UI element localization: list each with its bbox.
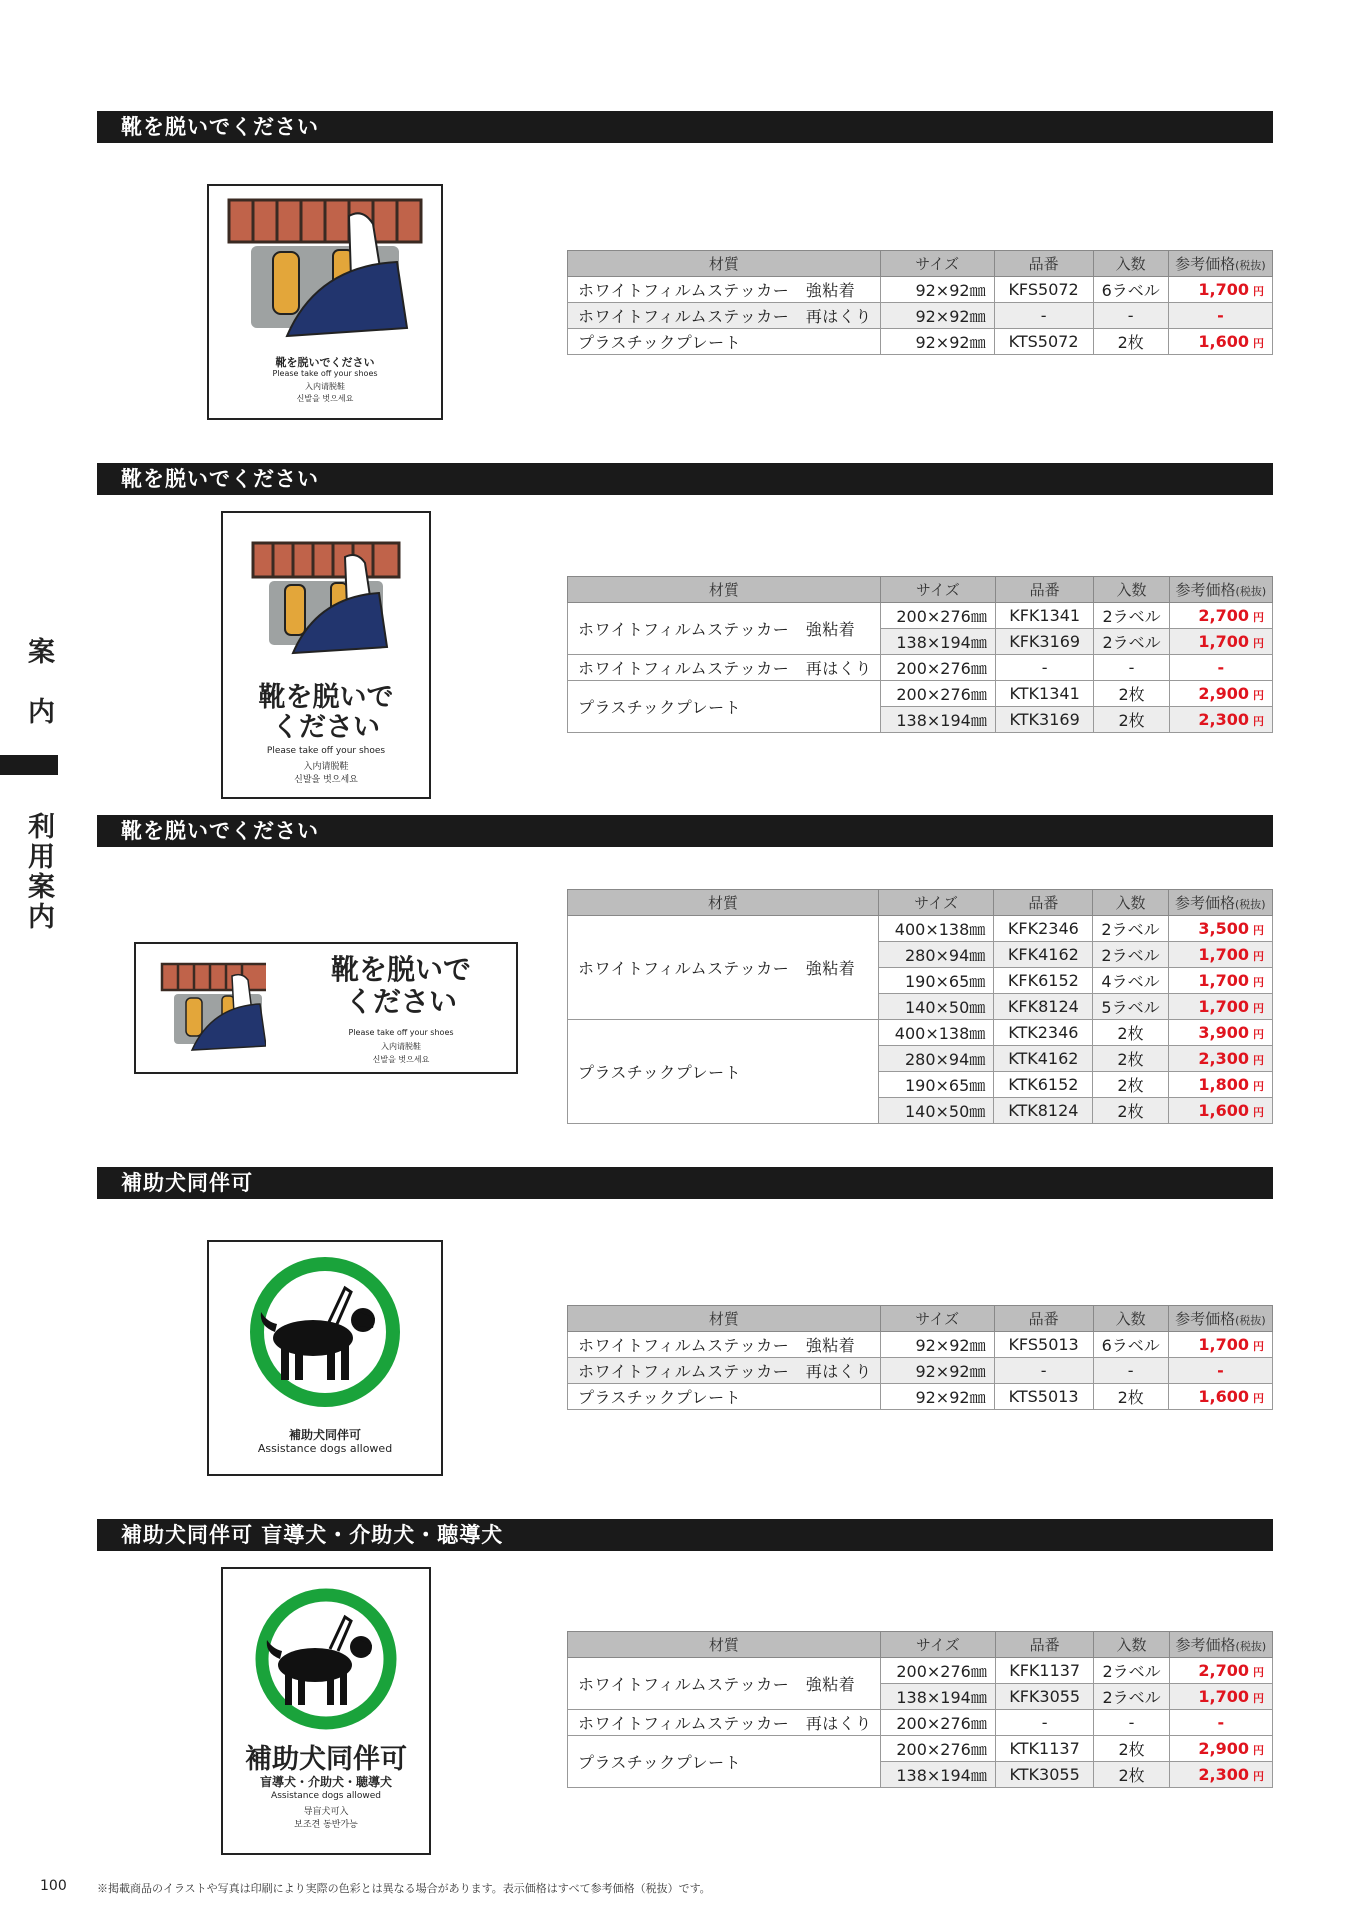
table-row: ホワイトフィルムステッカー 強粘着 400×138㎜ KFK2346 2ラベル 3,500 円 (568, 916, 1273, 942)
table-header-row (568, 251, 1273, 277)
sign-en: Please take off your shoes (266, 746, 386, 756)
table-row: 138×194㎜ KFK3055 2ラベル 1,700 円 (568, 1684, 1273, 1710)
table-row: 138×194㎜ KFK3169 2ラベル 1,700 円 (568, 629, 1273, 655)
section-title: 靴を脱いでください (97, 463, 1273, 495)
side-char: 案 (28, 872, 55, 903)
col-size: サイズ (880, 251, 994, 277)
sign-ko: 보조견 동반가능 (294, 1820, 358, 1830)
section-title: 補助犬同伴可 盲導犬・介助犬・聴導犬 (97, 1519, 1273, 1551)
table-row: ホワイトフィルムステッカー 強粘着 200×276㎜ KFK1137 2ラベル 2,700 円 (568, 1658, 1273, 1684)
side-char: 利 (28, 812, 55, 843)
sign-jp-line2: ください (344, 985, 457, 1018)
sign-en: Please take off your shoes (272, 369, 378, 378)
table-row: 190×65㎜ KTK6152 2枚 1,800 円 (568, 1072, 1273, 1098)
table-row: ホワイトフィルムステッカー 再はくり 200×276㎜ - - - (568, 1710, 1273, 1736)
side-char: 内 (28, 697, 55, 728)
side-char: 案 (28, 637, 55, 668)
sign-zh: 入内请脱鞋 (305, 382, 345, 391)
table-row: プラスチックプレート 200×276㎜ KTK1137 2枚 2,900 円 (568, 1736, 1273, 1762)
table-row: ホワイトフィルムステッカー 強粘着 200×276㎜ KFK1341 2ラベル 2,700 円 (568, 603, 1273, 629)
sign-shoes-landscape (134, 942, 518, 1074)
col-qty: 入数 (1093, 251, 1168, 277)
table-row: ホワイトフィルムステッカー 再はくり 92×92㎜ - - - (568, 1358, 1273, 1384)
sign-zh: 导盲犬可入 (303, 1807, 349, 1817)
table-header-row: 材質 サイズ 品番 入数 参考価格(税抜) (568, 890, 1273, 916)
table-row: ホワイトフィルムステッカー 強粘着 92×92㎜ KFS5072 6ラベル 1,700 円 (568, 277, 1273, 303)
table-row: 140×50㎜ KFK8124 5ラベル 1,700 円 (568, 994, 1273, 1020)
spec-table-2 (567, 576, 1273, 733)
table-row: ホワイトフィルムステッカー 再はくり 92×92㎜ - - - (568, 303, 1273, 329)
sign-jp: 補助犬同伴可 (245, 1744, 407, 1775)
spec-table-3 (567, 889, 1273, 1124)
spec-table-1 (567, 250, 1273, 355)
table-row: プラスチックプレート 92×92㎜ KTS5013 2枚 1,600 円 (568, 1384, 1273, 1410)
side-char: 内 (28, 902, 55, 933)
table-row: プラスチックプレート 400×138㎜ KTK2346 2枚 3,900 円 (568, 1020, 1273, 1046)
table-row: 280×94㎜ KTK4162 2枚 2,300 円 (568, 1046, 1273, 1072)
sign-ko: 신발을 벗으세요 (296, 394, 354, 403)
sign-dogs-square (207, 1240, 443, 1476)
sign-en: Assistance dogs allowed (257, 1442, 393, 1455)
sign-en: Assistance dogs allowed (271, 1791, 381, 1801)
col-material: 材質 (568, 251, 881, 277)
table-row: プラスチックプレート 200×276㎜ KTK1341 2枚 2,900 円 (568, 681, 1273, 707)
table-row: 280×94㎜ KFK4162 2ラベル 1,700 円 (568, 942, 1273, 968)
section-title: 靴を脱いでください (97, 111, 1273, 143)
sign-jp: 靴を脱いでください (275, 356, 375, 369)
table-row: 190×65㎜ KFK6152 4ラベル 1,700 円 (568, 968, 1273, 994)
sign-dogs-portrait (221, 1567, 431, 1855)
col-price: 参考価格(税抜) (1168, 251, 1272, 277)
table-row: 138×194㎜ KTK3055 2枚 2,300 円 (568, 1762, 1273, 1788)
sign-jp-line2: ください (272, 712, 380, 743)
sign-zh: 入内请脱鞋 (381, 1042, 421, 1051)
page-number: 100 (40, 1878, 67, 1894)
table-header-row: 材質 サイズ 品番 入数 参考価格(税抜) (568, 577, 1273, 603)
col-code: 品番 (994, 251, 1093, 277)
table-row: 140×50㎜ KTK8124 2枚 1,600 円 (568, 1098, 1273, 1124)
spec-table-4 (567, 1305, 1273, 1410)
table-row: プラスチックプレート 92×92㎜ KTS5072 2枚 1,600 円 (568, 329, 1273, 355)
table-row: ホワイトフィルムステッカー 再はくり 200×276㎜ - - - (568, 655, 1273, 681)
sign-shoes-square (207, 184, 443, 420)
sign-zh: 入内请脱鞋 (303, 762, 349, 772)
sign-sub: 盲導犬・介助犬・聴導犬 (259, 1775, 392, 1789)
section-title: 靴を脱いでください (97, 815, 1273, 847)
side-char: 用 (28, 842, 55, 873)
table-header-row: 材質 サイズ 品番 入数 参考価格(税抜) (568, 1632, 1273, 1658)
table-row: 138×194㎜ KTK3169 2枚 2,300 円 (568, 707, 1273, 733)
sign-jp-line1: 靴を脱いで (330, 953, 471, 986)
sign-en: Please take off your shoes (348, 1028, 454, 1037)
sign-ko: 신발을 벗으세요 (294, 775, 358, 785)
table-header-row: 材質 サイズ 品番 入数 参考価格(税抜) (568, 1306, 1273, 1332)
sign-shoes-portrait (221, 511, 431, 799)
footnote: ※掲載商品のイラストや写真は印刷により実際の色彩とは異なる場合があります。表示価格はすべて参考価格（税抜）です。 (97, 1882, 711, 1895)
sign-jp-line1: 靴を脱いで (258, 682, 394, 713)
table-row: ホワイトフィルムステッカー 強粘着 92×92㎜ KFS5013 6ラベル 1,700 円 (568, 1332, 1273, 1358)
section-title: 補助犬同伴可 (97, 1167, 1273, 1199)
sign-ko: 신발을 벗으세요 (372, 1055, 430, 1064)
spec-table-5 (567, 1631, 1273, 1788)
side-tab-marker (0, 755, 58, 775)
sign-jp: 補助犬同伴可 (288, 1428, 361, 1442)
